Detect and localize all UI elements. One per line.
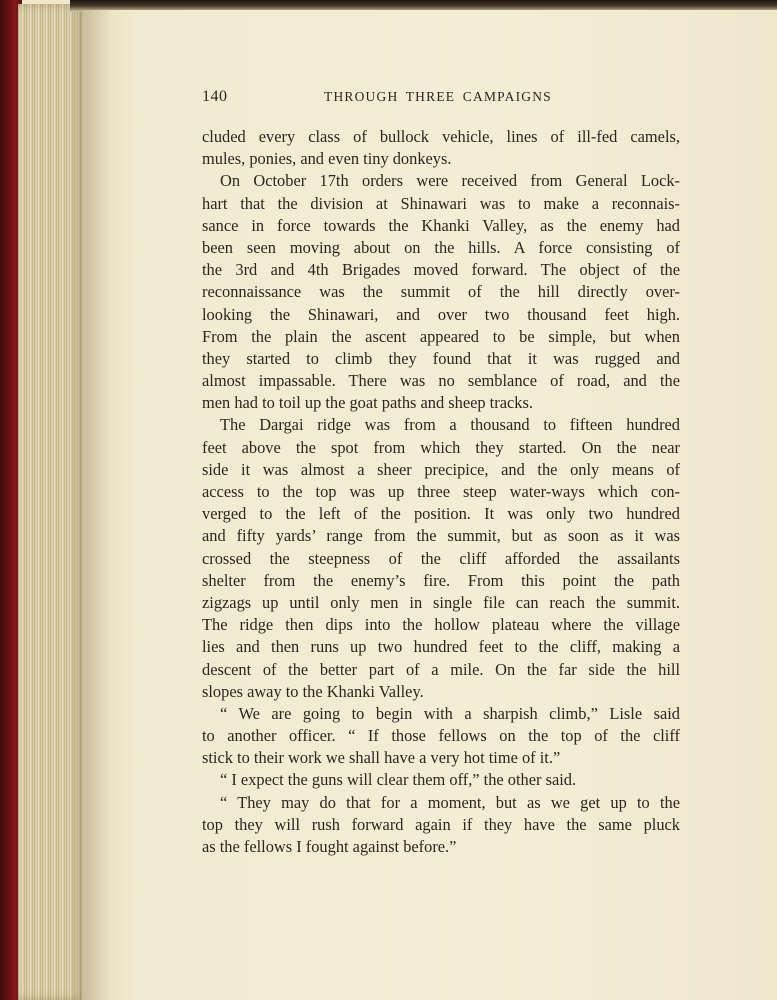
text-line: feet above the spot from which they started. On the near [202,437,680,457]
text-line: cluded every class of bullock vehicle, lines of ill-fed camels, [202,127,680,146]
text-line: hart that the division at Shinawari was to make a reconnais- [202,193,680,213]
text-line: as the fellows I fought against before.” [202,837,457,856]
text-line: “ I expect the guns will clear them off,” the other said. [220,770,577,790]
running-head [202,88,678,110]
text-line: zigzags up until only men in single file can reach the summit. [202,592,680,612]
text-line: men had to toil up the goat paths and sheep tracks. [202,393,533,413]
body-text [202,126,680,858]
text-line: lies and then runs up two hundred feet to the cliff, making a [202,637,680,657]
text-line: almost impassable. There was no semblance of road, and the [202,371,680,391]
text-line: descent of the better part of a mile. On the far side the hill [202,659,680,679]
text-line: sance in force towards the Khanki Valley, as the enemy had [202,215,680,235]
text-line: been seen moving about on the hills. A force consisting of [202,237,680,257]
text-line: to another officer. “ If those fellows on the top of the cliff [202,726,680,746]
text-line: top they will rush forward again if they have the same pluck [202,814,680,834]
text-line: and fifty yards’ range from the summit, but as soon as it was [202,526,680,546]
text-line: stick to their work we shall have a very hot time of it.” [202,748,561,768]
text-line: crossed the steepness of the cliff afforded the assailants [202,548,680,568]
text-line: The Dargai ridge was from a thousand to fifteen hundred [220,415,680,435]
text-line: reconnaissance was the summit of the hill directly over- [202,282,680,302]
text-line: they started to climb they found that it was rugged and [202,348,680,368]
text-line: side it was almost a sheer precipice, and the only means of [202,459,680,479]
text-line: shelter from the enemy’s fire. From this point the path [202,570,680,590]
text-line: access to the top was up three steep water-ways which con- [202,482,680,501]
gutter-shadow [82,10,112,1000]
text-line: looking the Shinawari, and over two thousand feet high. [202,304,680,324]
text-line: “ We are going to begin with a sharpish climb,” Lisle said [220,703,680,723]
page-edges [18,4,84,1000]
page-number: 140 [202,88,228,105]
text-line: On October 17th orders were received from General Lock- [220,171,680,191]
text-line: “ They may do that for a moment, but as we get up to the [220,792,680,812]
running-title: THROUGH THREE CAMPAIGNS [324,89,552,104]
text-line: mules, ponies, and even tiny donkeys. [202,149,452,169]
text-line: From the plain the ascent appeared to be simple, but when [202,326,680,346]
text-line: verged to the left of the position. It was only two hundred [202,504,680,524]
text-line: the 3rd and 4th Brigades moved forward. The object of the [202,260,680,280]
text-line: slopes away to the Khanki Valley. [202,681,424,701]
text-line: The ridge then dips into the hollow plateau where the village [202,615,680,635]
